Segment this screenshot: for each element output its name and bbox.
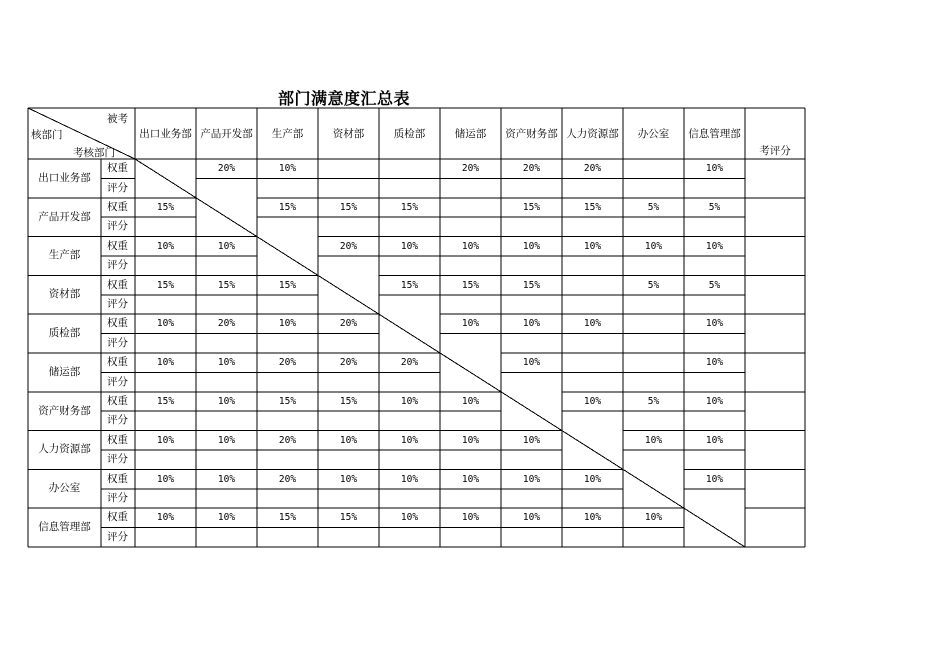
row-dept-label: 质检部: [48, 327, 81, 340]
score-label: 评分: [107, 530, 128, 543]
weight-value: 10%: [522, 240, 541, 252]
weight-value: 15%: [278, 512, 297, 524]
row-dept-label: 储运部: [48, 365, 81, 378]
score-label: 评分: [107, 220, 128, 233]
score-label: 评分: [107, 336, 128, 349]
row-dept-label: 生产部: [48, 249, 81, 262]
weight-value: 20%: [339, 318, 358, 330]
weight-value: 10%: [522, 434, 541, 446]
weight-value: 10%: [339, 434, 358, 446]
weight-value: 10%: [583, 512, 602, 524]
weight-value: 10%: [156, 434, 175, 446]
weight-value: 10%: [461, 512, 480, 524]
weight-label: 权重: [107, 200, 128, 213]
column-header: 生产部: [271, 127, 304, 140]
weight-value: 10%: [156, 318, 175, 330]
weight-value: 10%: [705, 434, 724, 446]
weight-value: 20%: [461, 163, 480, 175]
weight-value: 10%: [339, 473, 358, 485]
weight-label: 权重: [107, 356, 128, 369]
corner-label-assessor: 考核部门: [73, 147, 115, 159]
weight-value: 10%: [583, 473, 602, 485]
weight-value: 10%: [705, 395, 724, 407]
corner-label-dept: 核部门: [31, 129, 63, 141]
weight-value: 15%: [278, 279, 297, 291]
weight-value: 10%: [583, 395, 602, 407]
weight-value: 10%: [156, 473, 175, 485]
column-header: 质检部: [393, 127, 426, 140]
weight-label: 权重: [107, 317, 128, 330]
weight-value: 10%: [644, 434, 663, 446]
row-dept-label: 办公室: [48, 482, 81, 495]
row-dept-label: 出口业务部: [38, 171, 91, 184]
weight-label: 权重: [107, 394, 128, 407]
weight-value: 10%: [583, 240, 602, 252]
weight-value: 15%: [339, 201, 358, 213]
corner-label-assessed: 被考: [107, 113, 128, 125]
weight-value: 20%: [400, 357, 419, 369]
row-dept-label: 人力资源部: [38, 443, 91, 456]
weight-value: 10%: [522, 473, 541, 485]
weight-value: 10%: [400, 395, 419, 407]
weight-value: 10%: [400, 240, 419, 252]
weight-value: 10%: [278, 163, 297, 175]
weight-value: 20%: [278, 434, 297, 446]
weight-value: 10%: [400, 434, 419, 446]
weight-label: 权重: [107, 162, 128, 175]
weight-value: 15%: [156, 201, 175, 213]
weight-label: 权重: [107, 511, 128, 524]
column-header: 资产财务部: [505, 127, 558, 140]
column-header: 办公室: [637, 127, 670, 140]
weight-value: 15%: [217, 279, 236, 291]
score-label: 评分: [107, 375, 128, 388]
weight-value: 10%: [217, 395, 236, 407]
weight-value: 5%: [708, 201, 721, 213]
weight-value: 10%: [156, 357, 175, 369]
weight-value: 15%: [339, 512, 358, 524]
score-label: 评分: [107, 181, 128, 194]
weight-value: 20%: [278, 357, 297, 369]
weight-value: 10%: [400, 512, 419, 524]
weight-value: 10%: [217, 434, 236, 446]
weight-value: 5%: [647, 201, 660, 213]
weight-label: 权重: [107, 239, 128, 252]
weight-value: 10%: [461, 434, 480, 446]
weight-value: 10%: [522, 318, 541, 330]
weight-value: 20%: [583, 163, 602, 175]
weight-value: 10%: [461, 395, 480, 407]
weight-value: 10%: [217, 512, 236, 524]
weight-value: 20%: [278, 473, 297, 485]
row-dept-label: 资产财务部: [38, 404, 91, 417]
weight-value: 20%: [339, 240, 358, 252]
weight-value: 15%: [278, 395, 297, 407]
table-title: 部门满意度汇总表: [278, 89, 411, 108]
weight-label: 权重: [107, 433, 128, 446]
row-dept-label: 产品开发部: [38, 210, 91, 223]
weight-label: 权重: [107, 472, 128, 485]
weight-value: 10%: [644, 240, 663, 252]
column-header: 人力资源部: [566, 127, 619, 140]
weight-value: 10%: [522, 357, 541, 369]
weight-value: 10%: [278, 318, 297, 330]
weight-value: 15%: [339, 395, 358, 407]
weight-value: 10%: [217, 473, 236, 485]
weight-value: 15%: [583, 201, 602, 213]
weight-value: 10%: [461, 318, 480, 330]
row-dept-label: 资材部: [48, 288, 81, 301]
weight-value: 15%: [156, 395, 175, 407]
weight-value: 10%: [583, 318, 602, 330]
weight-value: 15%: [278, 201, 297, 213]
score-label: 评分: [107, 259, 128, 272]
weight-value: 15%: [156, 279, 175, 291]
weight-value: 10%: [644, 512, 663, 524]
row-dept-label: 信息管理部: [38, 521, 91, 534]
weight-value: 10%: [400, 473, 419, 485]
weight-value: 10%: [522, 512, 541, 524]
weight-value: 10%: [705, 240, 724, 252]
weight-value: 10%: [217, 240, 236, 252]
weight-value: 15%: [522, 279, 541, 291]
weight-value: 10%: [705, 473, 724, 485]
weight-value: 5%: [708, 279, 721, 291]
weight-value: 5%: [647, 279, 660, 291]
score-label: 评分: [107, 414, 128, 427]
weight-value: 20%: [217, 163, 236, 175]
column-header: 资材部: [332, 127, 365, 140]
weight-value: 20%: [217, 318, 236, 330]
column-header: 信息管理部: [688, 127, 741, 140]
weight-value: 10%: [705, 318, 724, 330]
weight-value: 20%: [522, 163, 541, 175]
weight-value: 15%: [400, 279, 419, 291]
score-label: 评分: [107, 491, 128, 504]
weight-value: 15%: [522, 201, 541, 213]
weight-value: 5%: [647, 395, 660, 407]
weight-value: 15%: [400, 201, 419, 213]
score-column-header: 考评分: [759, 145, 791, 157]
weight-value: 15%: [461, 279, 480, 291]
weight-value: 20%: [339, 357, 358, 369]
column-header: 产品开发部: [200, 127, 253, 140]
score-label: 评分: [107, 453, 128, 466]
score-label: 评分: [107, 297, 128, 310]
weight-value: 10%: [217, 357, 236, 369]
weight-value: 10%: [705, 357, 724, 369]
column-header: 储运部: [454, 127, 487, 140]
column-header: 出口业务部: [139, 127, 192, 140]
weight-value: 10%: [461, 240, 480, 252]
weight-value: 10%: [705, 163, 724, 175]
weight-value: 10%: [156, 512, 175, 524]
weight-label: 权重: [107, 278, 128, 291]
weight-value: 10%: [156, 240, 175, 252]
weight-value: 10%: [461, 473, 480, 485]
